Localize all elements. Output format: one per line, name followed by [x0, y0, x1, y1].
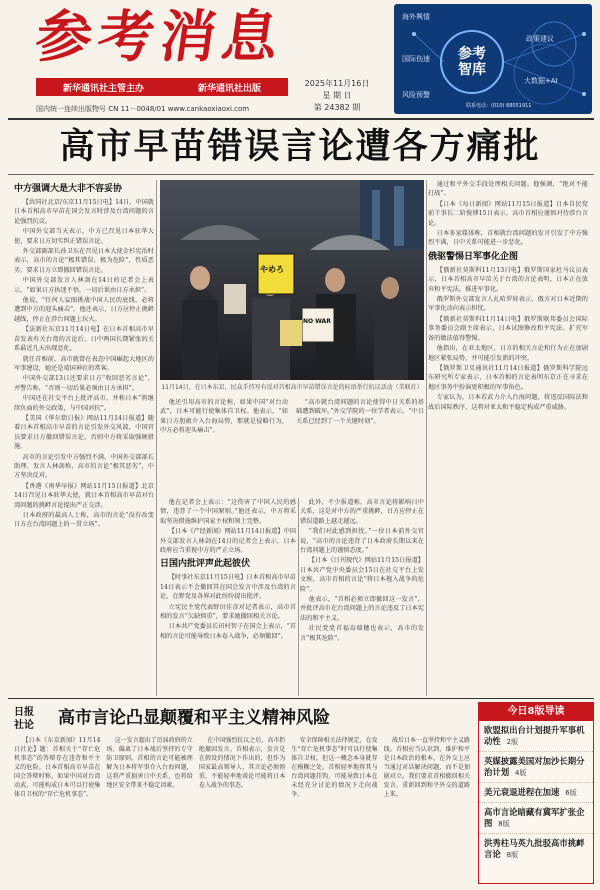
publisher-right: 新华通讯社出版: [197, 83, 261, 94]
paragraph: 社民党党首福岛瑞穗也表示，高市的发言“极其危险”。: [300, 625, 424, 642]
todays-guide-box: [478, 702, 594, 884]
guide-item-page: 8版: [498, 820, 510, 828]
editorial-columns: [14, 736, 470, 882]
protest-photo-image: [160, 180, 424, 380]
article-column-2: [160, 498, 296, 696]
paragraph: 【俄新社莫斯科11月14日电】俄罗斯联邦委员会国际事务委员会副主席表示，日本试图修改和平宪法、扩充军备的做法值得警惕。: [428, 315, 588, 342]
paragraph: 专家认为，日本若武力介入台海问题，将违反国际法和战后国际秩序，这将对亚太和平稳定构成严重威胁。: [428, 394, 588, 411]
paragraph: 俄罗斯外交部发言人扎哈罗娃表示，俄方对日本近期的军事化动向表示担忧。: [428, 296, 588, 313]
issue-weekday: 星 期 日: [322, 91, 352, 100]
editorial-column: [291, 736, 377, 882]
publisher-strip: [36, 78, 288, 96]
paragraph: “我们对此感到担忧。”一位日本前外交官说，“高市的言论违背了日本政府长期以来在台湾问题上的谨慎态度。”: [300, 528, 424, 555]
headline-rule: [8, 174, 594, 175]
main-headline: 高市早苗错误言论遭各方痛批: [59, 127, 541, 167]
paragraph: 他表示，“首相必须立即撤回这一发言”，并批评高市在台湾问题上的言论违反了日本宪法的和平主义。: [300, 596, 424, 622]
column-divider: [156, 180, 157, 696]
masthead-rule: [8, 118, 594, 120]
promo-circle: [440, 30, 504, 94]
promo-phone: 联系电话：(010) 88051911: [466, 103, 532, 109]
paragraph: 【法新社东京11月14日电】在日本首相高市早苗发表有关台湾的言论后，日中两国长期紧张的关系最近几天出现恶化。: [14, 326, 154, 353]
paragraph: 高市的言论引发中方强烈不满。中国外交部部长助理、发言人林剑称，高市的言论“极其恶劣”，中方坚决反对。: [14, 453, 154, 480]
publisher-left: 新华通讯社主管主办: [62, 83, 144, 94]
article-column-1: [14, 180, 154, 696]
guide-item[interactable]: [479, 721, 593, 752]
editorial-column: [384, 736, 470, 882]
paragraph: 这一发言超出了历届政府的立场，偏离了日本战后坚持的专守防卫原则。首相的言论可能被理解为日本将军事介入台海问题，这将严重损害日中关系，也将给地区安全带来不稳定因素。: [106, 737, 193, 789]
paragraph: 通过和平外交手段处理相关问题。他强调，“绝对不能打战”。: [428, 181, 588, 198]
photo-article-text: [160, 398, 424, 494]
paragraph: 在中国强烈抗议之后，高市拒绝撤回发言。首相表示，发言是在假设的情况下作出的，但作为国家最高领导人，其言论必须慎重，不能轻率地谈论可能将日本卷入战争的事态。: [198, 737, 286, 789]
editorial-column: [106, 736, 192, 882]
paragraph: 他还引用高市的言论称，如果中国“对台动武”，日本可能行使集体自卫权。他表示，“如果日方胆敢介入台海局势，那就是侵略行为，中方必将迎头痛击”。: [160, 399, 288, 435]
guide-item-page: 6版: [565, 789, 577, 797]
paragraph: 日本政府的最高人士称，高市的言论“没有改变日方在台湾问题上的一贯立场”。: [14, 512, 154, 529]
paragraph: 【日本《日刊现代》网站11月15日报道】日本共产党中央委员会15日在社交平台上发文称，高市首相的言论“将日本拖入战争的危险”。: [300, 557, 424, 593]
promo-tag: 国际伤速: [402, 55, 430, 63]
paragraph: 【香港《南华早报》网站11月15日报道】北京14日召见日本驻华大使，就日本首相高市早苗对台湾问题的挑衅言论提出严正交涉。: [14, 482, 154, 509]
guide-item[interactable]: [479, 834, 593, 864]
editorial-column: [14, 736, 100, 882]
issue-date: 2025年11月16日: [304, 79, 370, 88]
paragraph: 安全保障相关法律规定，在发生“存亡危机事态”时可以行使集体自卫权。但这一概念本身就存在模糊之处。首相轻率地将其与台湾问题挂钩，可能导致日本在未经充分讨论的情况下走向战争。: [291, 737, 378, 798]
guide-item-page: 4版: [515, 769, 527, 777]
article-column-3: [300, 498, 424, 696]
photo-caption: 11月14日，在日本东京，民众手持写有反对首相高市早苗错误言论的标语举行抗议活动（美联社）: [161, 384, 423, 391]
editorial-column: [199, 736, 285, 882]
promo-circle-line2: 智库: [458, 62, 486, 78]
paragraph: 【日本《东京新闻》11月14日社论】题：首相关于“存亡危机事态”的答辩存在违背和平主义的危险。日本首相高市早苗在国会答辩时称，如果中国对台湾动武，可能构成日本可以行使集体自卫权的“存亡危机事态”。: [14, 737, 101, 798]
paragraph: 【日本《每日新闻》网站11月15日报道】日本自民党前干事长二阶俊博15日表示，高市首相应谨慎对待涉台言论。: [428, 200, 588, 227]
paragraph: 【俄新社莫斯科11月13日电】俄罗斯国家杜马议员表示，日本首相高市早苗关于台湾的言论表明，日本正在放弃和平宪法，推进军事化。: [428, 266, 588, 293]
paragraph: 日本多家媒体称，首相就台湾问题的发言引发了中方强烈不满，日中关系可能进一步恶化。: [428, 230, 588, 247]
date-block: [288, 78, 386, 114]
guide-item[interactable]: [479, 752, 593, 783]
paragraph: 中国外交部13日还要求日方“收回恶劣言论”，并警告称，“否则一切后果必须由日方承担”。: [14, 375, 154, 392]
guide-item-title: 美元衰退进程在加速: [484, 787, 560, 797]
photo-text-columns: [160, 398, 424, 494]
guide-item-title: 欧盟拟出台计划提升军事机动性: [484, 725, 585, 746]
paragraph: 【美国《华尔街日报》网站11月14日报道】随着日本首相高市早苗的言论引发外交风波，中国官员要求日方撤回错误言论，否则中方将采取强硬措施。: [14, 414, 154, 451]
paragraph: 他在记者会上表示：“这伤害了中国人民的感情，违背了一个中国原则。”他还表示，中方将采取坚决措施维护国家主权和领土完整。: [160, 499, 296, 525]
masthead: [0, 0, 600, 118]
subhead-china: 中方强调大是大非不容妥协: [14, 184, 123, 194]
guide-header: 今日8版导读: [479, 703, 593, 721]
editorial-label-line1: 日报: [14, 707, 34, 718]
subhead-russia: 俄驱警惕日军事化企图: [428, 251, 519, 262]
editorial-section: [14, 702, 470, 882]
guide-item-title: 高市言论暗藏有冀军扩张企图: [484, 807, 585, 828]
paragraph: 中国外交部发言人林剑在14日的记者会上表示，“如果日方执迷不悟，一切后果由日方承担”。: [14, 277, 154, 294]
promo-circle-line1: 参考: [458, 46, 486, 62]
editorial-label-line2: 社论: [14, 720, 34, 731]
paragraph: 【俄罗斯卫星通讯社11月14日报道】俄罗斯科学院远东研究所专家表示，日本首相的言论表明东京正在寻求在地区事务中扮演更积极的军事角色。: [428, 364, 588, 391]
promo-tag: 政策建议: [526, 35, 554, 43]
issue-number: 第 24382 期: [313, 103, 361, 112]
promo-tag: 海外舆情: [402, 13, 430, 21]
paragraph: 中国外交部当天表示，中方已召见日本驻华大使，要求日方切实纠正错误言论。: [14, 228, 154, 245]
guide-item-title: 英媒披露美国对加沙长期分治计划: [484, 756, 585, 777]
serial-number-line: 国内统一连续出版物号 CN 11－0048/01 www.cankaoxiaoxi.com: [36, 105, 250, 113]
editorial-title: 高市言论凸显颠覆和平主义精神风险: [58, 708, 330, 728]
protest-photo[interactable]: [160, 180, 424, 380]
paragraph: 他说，“任何人妄图挑战中国人民的底线，必将遭到中方的迎头痛击”。他还表示，日方应停止挑衅越线，停止在涉台问题上玩火。: [14, 297, 154, 323]
paragraph: “高市就台湾问题的言论使得中日关系的基础遭到破坏。”外交学院的一位学者表示，“中日关系已经到了一个关键时刻”。: [296, 399, 424, 425]
column-divider: [298, 498, 299, 696]
protest-sign-2: NO WAR: [303, 318, 331, 325]
paragraph: 战后日本一直坚持和平主义路线。首相应当认识到，维护和平是日本政治的根本，在外交上应当通过对话解决问题，而不是加剧对立。我们要求首相撤回相关发言，重新回到和平外交的道路上来。: [383, 737, 471, 798]
guide-item[interactable]: [479, 783, 593, 803]
paragraph: 就任首相前，高市就曾在表态中国崛起大地区的军事建设，她还是靖国神社的常客。: [14, 355, 154, 372]
paragraph: 【时事社东京11月15日电】日本首相高市早苗14日表示不会撤回其在国会发言中涉及台湾的言论，在野党及各界对此纷纷提出批评。: [160, 574, 296, 601]
promo-tag: 风险预警: [402, 91, 430, 99]
newspaper-logo: 参考消息: [31, 4, 289, 70]
subhead-japan-domestic: 日国内批评声此起彼伏: [160, 559, 251, 570]
paragraph: 中国还在社交平台上批评高市，并称日本“将继续负面的外交政策，与中国对抗”。: [14, 395, 154, 412]
column-divider: [426, 180, 427, 696]
guide-item[interactable]: [479, 803, 593, 834]
guide-item-title: 洪秀柱马英九批驳高市挑衅言论: [484, 838, 585, 859]
paragraph: 立宪民主党代表野田佳彦对记者表示，高市首相的发言“欠缺慎重”，要求她撤回相关言论。: [160, 603, 296, 621]
paragraph: 此外，不少报道称，高市言论将影响日中关系，这是对中方的严重挑衅，日方应停止在错误道路上越走越远。: [300, 499, 424, 525]
paragraph: 【日本《产经新闻》网站11月14日报道】中国外交部发言人林剑在14日的记者会上表示，日本政府应当重视中方的严正立场。: [160, 528, 296, 555]
paragraph: 外交部副部长孙卫东在召见日本大使金杉宪治时表示，高市的言论“极其错误、极为危险”，性质恶劣，要求日方立即撤回错误言论。: [14, 248, 154, 274]
protest-sign-1: やめろ: [260, 265, 284, 274]
paragraph: 【共同社北京/东京11月15日电】14日，中国就日本首相高市早苗在国会发言时涉及台湾问题的言论强烈抗议。: [14, 199, 154, 225]
think-tank-promo[interactable]: [394, 4, 592, 114]
article-column-4: [428, 180, 588, 696]
guide-item-page: 2版: [506, 738, 519, 746]
editorial-label: [14, 706, 50, 732]
promo-tag: 大数据+AI: [524, 77, 558, 85]
guide-item-page: 8版: [506, 851, 519, 859]
lower-section-rule: [8, 698, 594, 699]
paragraph: 日本共产党委员长田村智子在国会上表示，“首相的言论可能导致日本卷入战争，必须撤回”。: [160, 623, 296, 640]
paragraph: 他指出，在亚太地区，日方的相关言论和行为正在加剧地区紧张局势，并可能引发新的冲突。: [428, 345, 588, 362]
